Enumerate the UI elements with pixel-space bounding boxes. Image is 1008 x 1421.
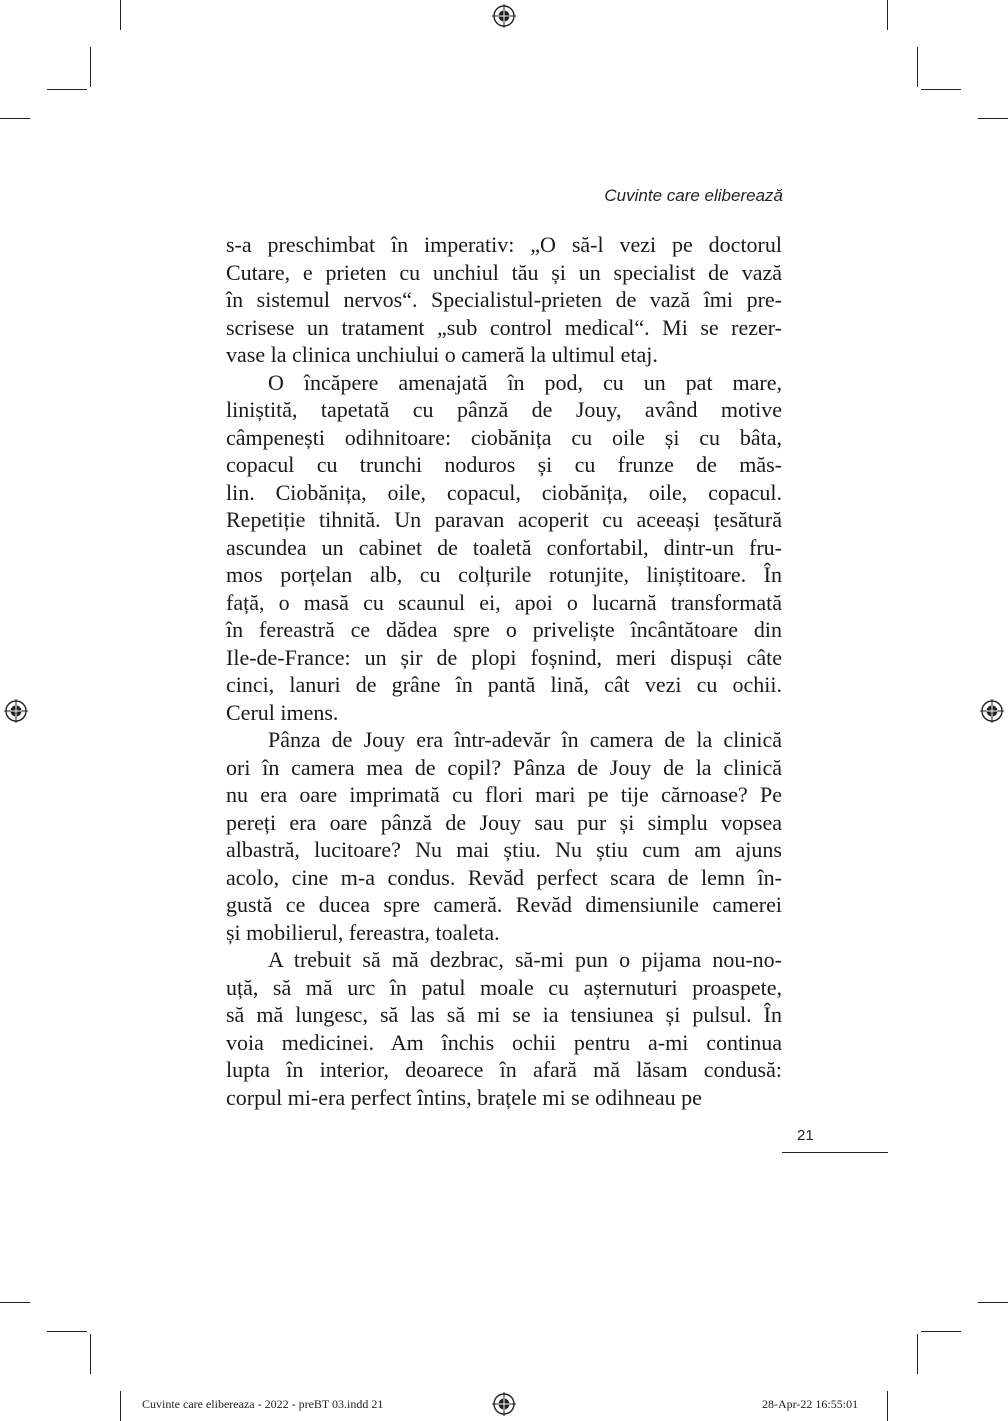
text-line: O încăpere amenajată în pod, cu un pat mare, — [268, 369, 782, 395]
text-line: Cutare, e prieten cu unchiul tău și un specialist de vază — [226, 259, 782, 285]
crop-mark — [917, 47, 918, 87]
crop-mark — [90, 1334, 91, 1374]
text-line: gustă ce ducea spre cameră. Revăd dimensiunile camerei — [226, 892, 782, 917]
text-line: câmpenești odihnitoare: ciobănița cu oile și cu bâta, — [226, 424, 782, 450]
text-line: uță, să mă urc în patul moale cu așternuturi proaspete, — [226, 974, 782, 1000]
running-head: Cuvinte care eliberează — [604, 186, 783, 205]
text-line: cinci, lanuri de grâne în pantă lină, cât vezi cu ochii. — [226, 672, 782, 697]
text-line: să mă lungesc, să las să mi se ia tensiunea și pulsul. În — [226, 1002, 782, 1027]
folio-rule — [782, 1152, 888, 1153]
text-line: albastră, lucitoare? Nu mai știu. Nu știu cum am ajuns — [226, 837, 782, 862]
registration-mark-icon — [492, 4, 516, 28]
text-line: în sistemul nervos“. Specialistul-prieten de vază îmi pre- — [226, 287, 782, 312]
text-line: lin. Ciobănița, oile, copacul, ciobănița, oile, copacul. — [226, 479, 782, 505]
text-line: Ile-de-France: un șir de plopi foșnind, meri dispuși câte — [226, 644, 782, 670]
text-line: mos porțelan alb, cu colțurile rotunjite, liniștitoare. În — [226, 562, 782, 587]
text-line: acolo, cine m-a condus. Revăd perfect scara de lemn în- — [226, 864, 782, 890]
text-line: în fereastră ce dădea spre o priveliște încântătoare din — [226, 617, 782, 642]
crop-mark — [47, 89, 87, 90]
registration-mark-icon — [4, 699, 28, 723]
text-line: scrisese un tratament „sub control medical“. Mi se rezer- — [226, 314, 782, 340]
crop-mark — [47, 1331, 87, 1332]
text-line: vase la clinica unchiului o cameră la ultimul etaj. — [226, 342, 658, 367]
text-line: A trebuit să mă dezbrac, să-mi pun o pijama nou-no- — [268, 947, 782, 972]
text-line: copacul cu trunchi noduros și cu frunze de măs- — [226, 452, 782, 477]
text-line: ascundea un cabinet de toaletă confortabil, dintr-un fru- — [226, 534, 782, 560]
crop-mark — [120, 0, 121, 30]
text-line: Cerul imens. — [226, 699, 339, 725]
crop-mark — [978, 1302, 1008, 1303]
text-line: lupta în interior, deoarece în afară mă lăsam condusă: — [226, 1057, 782, 1082]
crop-mark — [887, 1391, 888, 1421]
page-number: 21 — [797, 1127, 814, 1144]
text-line: Repetiție tihnită. Un paravan acoperit cu aceeași țesătură — [226, 507, 782, 532]
text-line: ori în camera mea de copil? Pânza de Jouy de la clinică — [226, 754, 782, 780]
body-text — [226, 231, 782, 1111]
slug-timestamp: 28-Apr-22 16:55:01 — [762, 1397, 859, 1411]
crop-mark — [921, 89, 961, 90]
crop-mark — [978, 118, 1008, 119]
text-line: voia medicinei. Am închis ochii pentru a-mi continua — [226, 1029, 782, 1055]
text-line: pereți era oare pânză de Jouy sau pur și simplu vopsea — [226, 809, 782, 835]
crop-mark — [917, 1334, 918, 1374]
crop-mark — [0, 118, 30, 119]
crop-mark — [90, 47, 91, 87]
text-line: s-a preschimbat în imperativ: „O să-l vezi pe doctorul — [226, 232, 782, 257]
crop-mark — [921, 1331, 961, 1332]
text-line: față, o masă cu scaunul ei, apoi o lucarnă transformată — [226, 589, 782, 615]
text-line: liniștită, tapetată cu pânză de Jouy, având motive — [226, 397, 782, 422]
text-line: nu era oare imprimată cu flori mari pe tije cărnoase? Pe — [226, 782, 782, 807]
registration-mark-icon — [980, 699, 1004, 723]
text-line: și mobilierul, fereastra, toaleta. — [226, 919, 500, 945]
slug-file-info: Cuvinte care elibereaza - 2022 - preBT 03.indd 21 — [142, 1397, 384, 1411]
crop-mark — [0, 1302, 30, 1303]
text-line: corpul mi-era perfect întins, brațele mi se odihneau pe — [226, 1084, 702, 1110]
crop-mark — [120, 1391, 121, 1421]
registration-mark-icon — [492, 1392, 516, 1416]
crop-mark — [887, 0, 888, 30]
text-line: Pânza de Jouy era într-adevăr în camera de la clinică — [268, 727, 782, 752]
